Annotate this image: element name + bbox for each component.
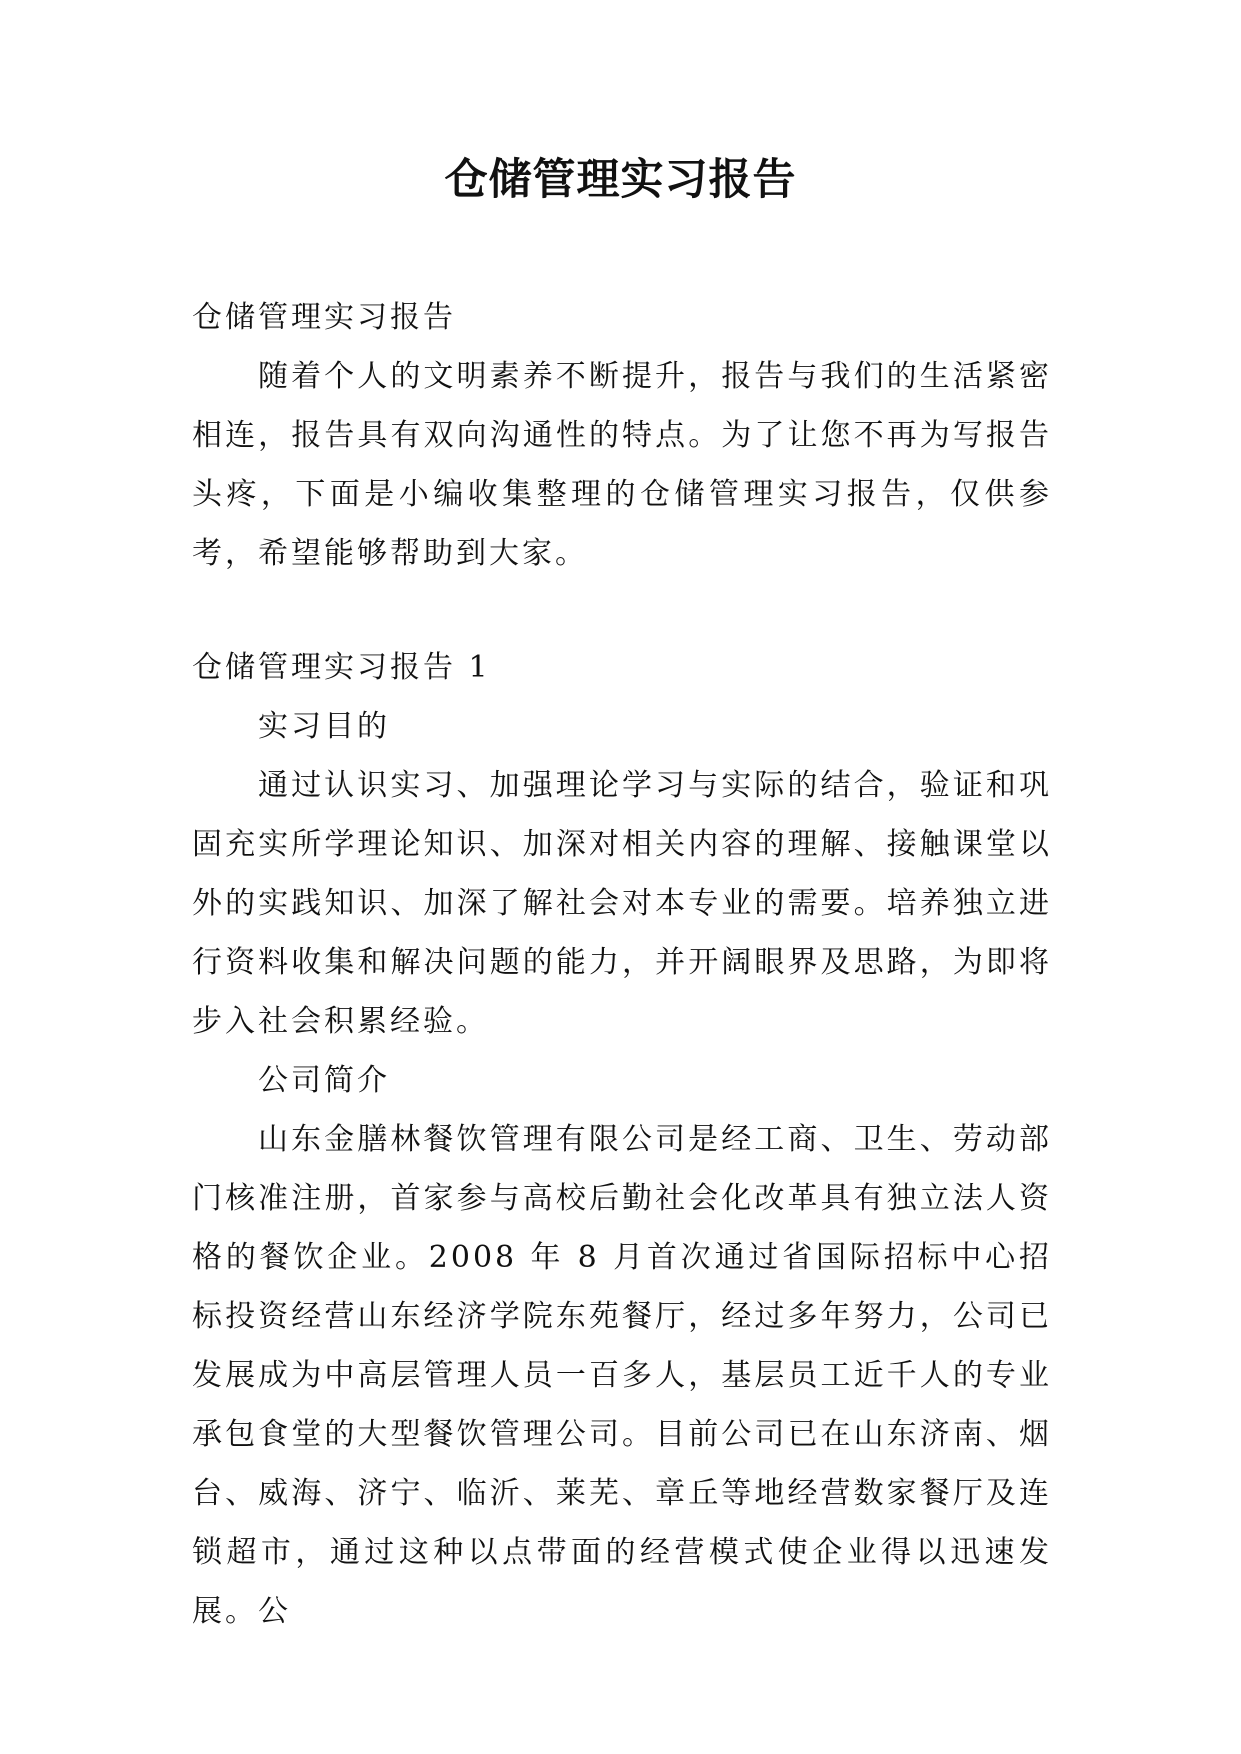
report-section-1 [192,638,1052,1641]
purpose-paragraph: 通过认识实习、加强理论学习与实际的结合，验证和巩固充实所学理论知识、加深对相关内容的理解、接触课堂以外的实践知识、加深了解社会对本专业的需要。培养独立进行资料收集和解决问题的能力，并开阔眼界及思路，为即将步入社会积累经验。 [192,768,1052,1039]
intro-paragraph: 随着个人的文明素养不断提升，报告与我们的生活紧密相连，报告具有双向沟通性的特点。为了让您不再为写报告头疼，下面是小编收集整理的仓储管理实习报告，仅供参考，希望能够帮助到大家。 [192,359,1052,571]
section-heading: 仓储管理实习报告 1 [192,650,491,685]
intro-heading: 仓储管理实习报告 [192,300,456,335]
document-title: 仓储管理实习报告 [444,155,797,205]
intro-section [192,288,1052,583]
company-heading: 公司简介 [258,1063,390,1098]
purpose-heading: 实习目的 [258,709,390,744]
company-paragraph: 山东金膳林餐饮管理有限公司是经工商、卫生、劳动部门核准注册，首家参与高校后勤社会化改革具有独立法人资格的餐饮企业。2008 年 8 月首次通过省国际招标中心招标投资经营山东经济学院东苑餐厅，经过多年努力，公司已发展成为中高层管理人员一百多人，基层员工近千人的专业承包食堂的大型餐饮管理公司。目前公司已在山东济南、烟台、威海、济宁、临沂、莱芜、章丘等地经营数家餐厅及连锁超市，通过这种以点带面的经营模式使企业得以迅速发展。公 [192,1122,1052,1629]
